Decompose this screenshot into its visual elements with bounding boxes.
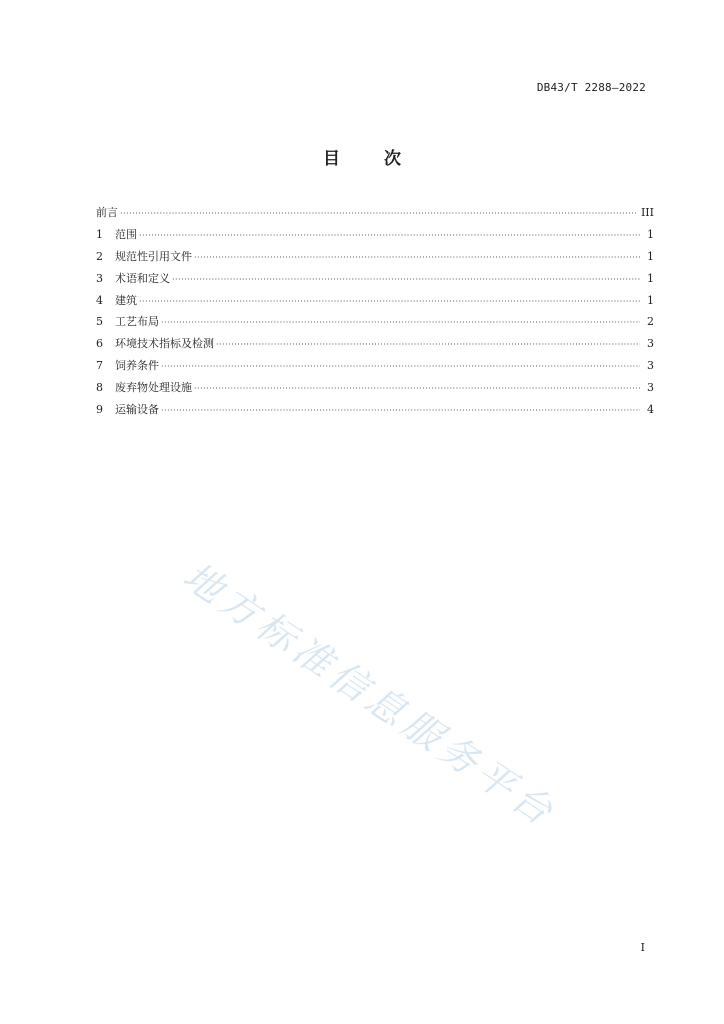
- toc-entry-page: 3: [647, 381, 654, 395]
- toc-entry-number: 5: [96, 315, 103, 329]
- toc-entry-page: 3: [647, 337, 654, 351]
- toc-entry-number: 7: [96, 359, 103, 373]
- page-number: I: [640, 941, 645, 954]
- toc-entry-foreword[interactable]: [96, 204, 654, 226]
- toc-title: [0, 144, 724, 169]
- toc-entry-normative-references[interactable]: [96, 248, 654, 270]
- toc-leader-dots: [216, 340, 640, 349]
- document-code: DB43/T 2288—2022: [536, 81, 646, 94]
- toc-entry-terms-definitions[interactable]: [96, 270, 654, 292]
- toc-entry-number: 2: [96, 249, 103, 263]
- toc-leader-dots: [161, 318, 640, 327]
- toc-entry-page: 1: [647, 271, 654, 285]
- toc-entry-feeding-conditions[interactable]: [96, 357, 654, 379]
- toc-entry-page: 4: [647, 403, 654, 417]
- toc-entry-scope[interactable]: [96, 226, 654, 248]
- toc-entry-number: 8: [96, 381, 103, 395]
- table-of-contents: [96, 204, 654, 423]
- toc-leader-dots: [161, 362, 640, 371]
- toc-leader-dots: [120, 209, 637, 218]
- toc-entry-process-layout[interactable]: [96, 313, 654, 335]
- toc-entry-page: 3: [647, 359, 654, 373]
- toc-entry-label: 前言: [96, 206, 118, 219]
- toc-entry-label: 范围: [115, 227, 137, 241]
- toc-title-part1: 目: [323, 149, 340, 169]
- toc-entry-number: 9: [96, 403, 103, 417]
- toc-entry-number: 1: [96, 227, 103, 241]
- toc-title-part2: 次: [384, 149, 401, 169]
- toc-leader-dots: [139, 231, 640, 240]
- toc-entry-label: 工艺布局: [115, 315, 159, 329]
- toc-entry-label: 术语和定义: [115, 271, 170, 285]
- toc-entry-transport-equipment[interactable]: [96, 401, 654, 423]
- watermark: 地方标准信息服务平台: [175, 553, 565, 837]
- toc-entry-label: 废弃物处理设施: [115, 381, 192, 395]
- toc-entry-number: 6: [96, 337, 103, 351]
- toc-entry-number: 4: [96, 293, 103, 307]
- toc-leader-dots: [194, 253, 640, 262]
- toc-leader-dots: [139, 297, 640, 306]
- toc-entry-page: 2: [647, 315, 654, 329]
- toc-entry-label: 运输设备: [115, 403, 159, 417]
- toc-entry-label: 建筑: [115, 293, 137, 307]
- toc-entry-number: 3: [96, 271, 103, 285]
- toc-leader-dots: [194, 384, 640, 393]
- toc-leader-dots: [172, 275, 640, 284]
- toc-entry-page: 1: [647, 227, 654, 241]
- toc-leader-dots: [161, 406, 640, 415]
- toc-entry-page: III: [640, 206, 654, 219]
- toc-entry-label: 饲养条件: [115, 359, 159, 373]
- toc-entry-label: 规范性引用文件: [115, 249, 192, 263]
- toc-entry-page: 1: [647, 249, 654, 263]
- toc-entry-environment-indicators[interactable]: [96, 335, 654, 357]
- toc-entry-page: 1: [647, 293, 654, 307]
- toc-entry-label: 环境技术指标及检测: [115, 337, 214, 351]
- toc-entry-building[interactable]: [96, 292, 654, 314]
- toc-entry-waste-facilities[interactable]: [96, 379, 654, 401]
